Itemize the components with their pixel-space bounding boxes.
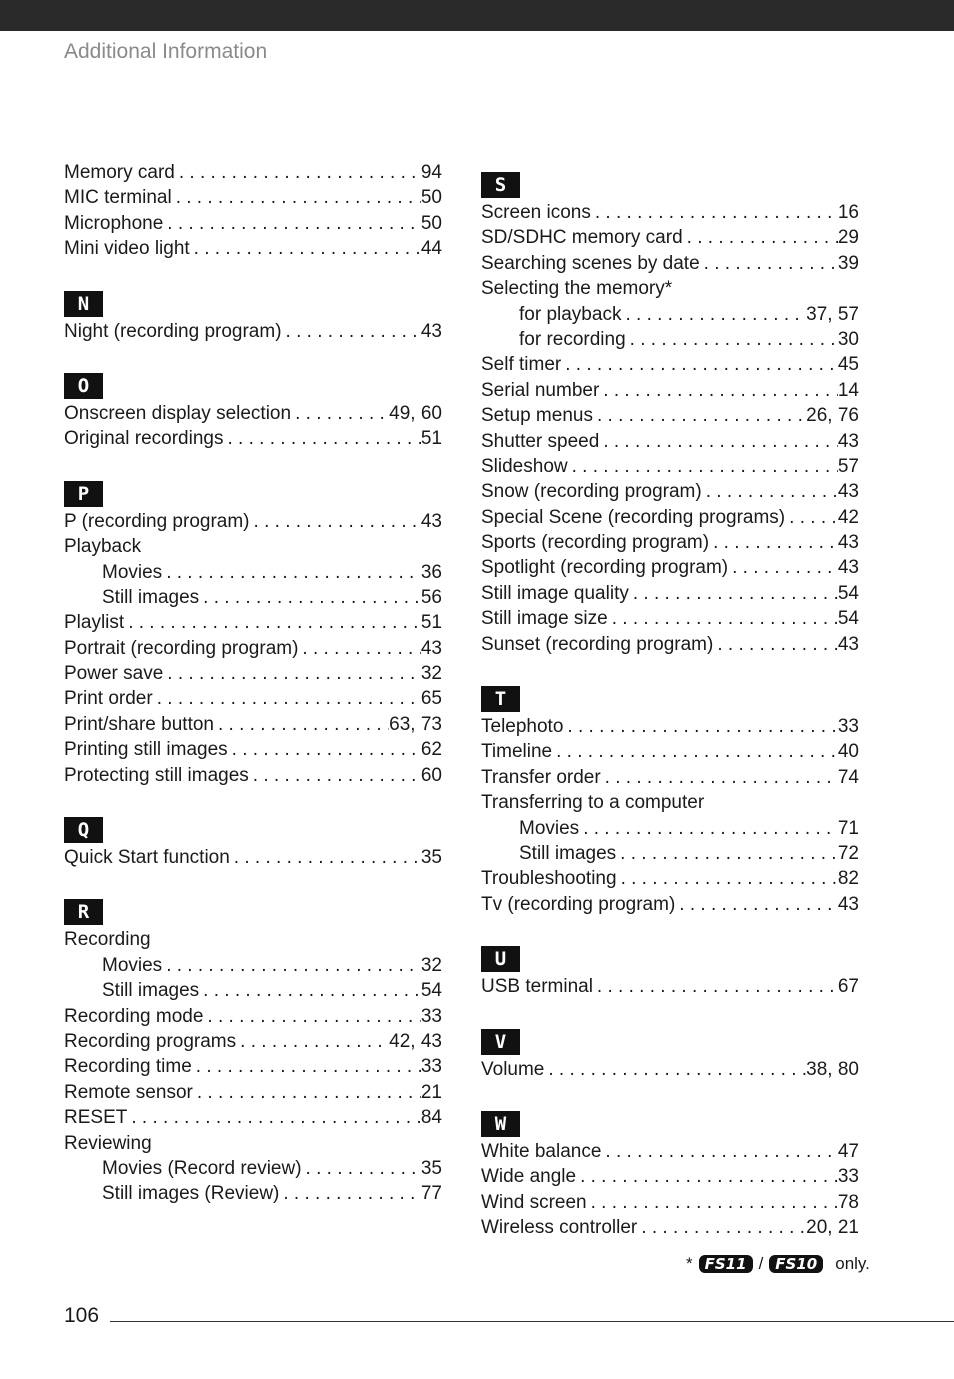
entry-label: Quick Start function: [64, 847, 230, 869]
entry-label: Recording mode: [64, 1005, 204, 1027]
entry-label: Still images: [519, 842, 617, 864]
entry-pages: 14: [837, 379, 859, 401]
entry-label: Serial number: [481, 379, 600, 401]
index-entry: [481, 555, 859, 580]
dot-leader: [203, 1004, 420, 1029]
index-letter-heading: W: [481, 1111, 520, 1137]
index-letter-heading: T: [481, 686, 520, 712]
entry-pages: 78: [837, 1191, 859, 1213]
index-entry: [64, 1054, 442, 1079]
index-subentry: [481, 816, 859, 841]
dot-leader: [279, 1181, 420, 1206]
entry-pages: 82: [837, 868, 859, 890]
dot-leader: [593, 403, 806, 428]
index-entry: [64, 236, 442, 261]
dot-leader: [230, 845, 421, 870]
dot-leader: [249, 763, 421, 788]
dot-leader: [785, 505, 838, 530]
index-entry: [481, 378, 859, 403]
index-column-right: [481, 160, 859, 1241]
dot-leader: [250, 509, 421, 534]
dot-leader: [124, 610, 421, 635]
dot-leader: [683, 225, 838, 250]
entry-label: Microphone: [64, 212, 164, 234]
dot-leader: [637, 1215, 806, 1240]
entry-pages: 33: [420, 1056, 442, 1078]
dot-leader: [190, 236, 421, 261]
entry-label: Onscreen display selection: [64, 402, 292, 424]
dot-leader: [199, 585, 421, 610]
index-subentry: [481, 327, 859, 352]
dot-leader: [621, 302, 806, 327]
entry-label: Transfer order: [481, 766, 601, 788]
index-entry: [64, 211, 442, 236]
dot-leader: [282, 319, 421, 344]
entry-label: RESET: [64, 1107, 128, 1129]
entry-pages: 43: [837, 557, 859, 579]
entry-label: Printing still images: [64, 739, 228, 761]
entry-label: Screen icons: [481, 202, 591, 223]
entry-pages: 33: [420, 1005, 442, 1027]
index-subentry: [481, 841, 859, 866]
dot-leader: [236, 1029, 389, 1054]
entry-pages: 94: [420, 162, 442, 183]
dot-leader: [563, 714, 837, 739]
page-number: 106: [64, 1304, 100, 1327]
index-entry: [64, 1080, 442, 1105]
entry-label: MIC terminal: [64, 187, 172, 209]
index-subentry: [64, 1181, 442, 1206]
index-entry: [481, 200, 859, 225]
entry-label: Sunset (recording program): [481, 633, 714, 655]
entry-label: SD/SDHC memory card: [481, 227, 683, 249]
index-entry: [64, 845, 442, 870]
index-entry: [481, 892, 859, 917]
dot-leader: [172, 185, 421, 210]
entry-label: Memory card: [64, 162, 175, 183]
index-subentry: [64, 978, 442, 1003]
entry-pages: 32: [420, 663, 442, 685]
index-entry: [481, 403, 859, 428]
entry-label: Movies: [102, 561, 163, 583]
entry-label: Mini video light: [64, 238, 190, 260]
index-entry: [64, 686, 442, 711]
entry-label: Still images: [102, 586, 200, 608]
model-badge-fs11: FS11: [699, 1255, 753, 1273]
entry-pages: 38, 80: [806, 1058, 859, 1080]
index-entry: [481, 1164, 859, 1189]
entry-pages: 32: [420, 954, 442, 976]
dot-leader: [162, 953, 421, 978]
entry-label: Remote sensor: [64, 1081, 193, 1103]
index-group-heading: [481, 276, 859, 301]
dot-leader: [593, 974, 838, 999]
entry-pages: 54: [420, 980, 442, 1002]
entry-label: for playback: [519, 303, 622, 325]
dot-leader: [713, 632, 838, 657]
top-bar: [0, 0, 954, 31]
dot-leader: [576, 1164, 838, 1189]
entry-label: Telephoto: [481, 716, 564, 738]
dot-leader: [561, 352, 838, 377]
index-entry: [64, 636, 442, 661]
dot-leader: [192, 1054, 421, 1079]
index-entry: [64, 319, 442, 344]
footnote-separator: /: [758, 1254, 764, 1273]
entry-pages: 56: [420, 586, 442, 608]
dot-leader: [153, 686, 421, 711]
entry-pages: 30: [837, 328, 859, 350]
entry-label: Wide angle: [481, 1166, 577, 1188]
entry-pages: 26, 76: [806, 405, 859, 427]
dot-leader: [298, 636, 420, 661]
index-entry: [481, 505, 859, 530]
entry-pages: 49, 60: [389, 402, 442, 424]
entry-pages: 43: [420, 510, 442, 532]
dot-leader: [601, 765, 838, 790]
dot-leader: [709, 530, 838, 555]
entry-label: Recording: [64, 929, 151, 951]
index-letter-heading: U: [481, 946, 520, 972]
entry-label: for recording: [519, 328, 626, 350]
entry-pages: 43: [837, 481, 859, 503]
entry-label: Still images (Review): [102, 1183, 280, 1205]
index-entry: [481, 225, 859, 250]
entry-pages: 37, 57: [806, 303, 859, 325]
entry-pages: 35: [420, 1157, 442, 1179]
index-letter-heading: S: [481, 172, 520, 198]
index-letter-heading: O: [64, 373, 103, 399]
footnote: [686, 1254, 870, 1274]
dot-leader: [579, 816, 838, 841]
dot-leader: [599, 378, 838, 403]
index-entry: [481, 1190, 859, 1215]
entry-pages: 50: [420, 212, 442, 234]
dot-leader: [552, 739, 838, 764]
dot-leader: [214, 712, 389, 737]
index-entry: [481, 714, 859, 739]
dot-leader: [587, 1190, 838, 1215]
entry-pages: 16: [837, 202, 859, 223]
entry-pages: 35: [420, 847, 442, 869]
index-entry: [481, 1215, 859, 1240]
entry-label: Movies: [102, 954, 163, 976]
index-entry: [64, 661, 442, 686]
entry-label: Movies (Record review): [102, 1157, 302, 1179]
index-group-heading: [481, 790, 859, 815]
index-entry: [64, 737, 442, 762]
index-entry: [481, 974, 859, 999]
entry-pages: 20, 21: [806, 1217, 859, 1239]
entry-label: Spotlight (recording program): [481, 557, 729, 579]
footnote-asterisk: *: [686, 1254, 693, 1273]
index-entry: [64, 509, 442, 534]
entry-pages: 29: [837, 227, 859, 249]
entry-label: USB terminal: [481, 976, 593, 998]
index-subentry: [64, 953, 442, 978]
index-entry: [481, 1139, 859, 1164]
dot-leader: [700, 251, 838, 276]
entry-label: Movies: [519, 817, 580, 839]
index-letter-heading: N: [64, 291, 103, 317]
index-entry: [64, 160, 442, 185]
dot-leader: [544, 1057, 806, 1082]
entry-label: Print/share button: [64, 713, 214, 735]
entry-pages: 72: [837, 842, 859, 864]
entry-label: Timeline: [481, 741, 553, 763]
model-badge-fs10: FS10: [769, 1255, 823, 1273]
entry-pages: 33: [837, 716, 859, 738]
entry-pages: 21: [420, 1081, 442, 1103]
dot-leader: [162, 560, 421, 585]
entry-pages: 65: [420, 688, 442, 710]
entry-pages: 33: [837, 1166, 859, 1188]
entry-pages: 57: [837, 455, 859, 477]
entry-label: Still image size: [481, 608, 608, 630]
dot-leader: [568, 454, 838, 479]
entry-pages: 43: [420, 637, 442, 659]
entry-pages: 51: [420, 612, 442, 634]
entry-label: Wireless controller: [481, 1217, 638, 1239]
entry-label: Self timer: [481, 354, 562, 376]
index-group-heading: [64, 927, 442, 952]
entry-pages: 60: [420, 764, 442, 786]
index-subentry: [64, 1156, 442, 1181]
dot-leader: [291, 401, 389, 426]
index-entry: [481, 866, 859, 891]
index-entry: [64, 712, 442, 737]
footer-rule: [110, 1321, 954, 1322]
index-entry: [64, 763, 442, 788]
entry-pages: 42: [837, 506, 859, 528]
index-letter-heading: R: [64, 899, 103, 925]
entry-pages: 43: [837, 893, 859, 915]
dot-leader: [127, 1105, 421, 1130]
index-entry: [481, 251, 859, 276]
dot-leader: [163, 211, 421, 236]
entry-label: Recording programs: [64, 1030, 237, 1052]
index-entry: [481, 352, 859, 377]
index-entry: [481, 765, 859, 790]
entry-label: Reviewing: [64, 1132, 152, 1154]
index-entry: [64, 1004, 442, 1029]
entry-label: Shutter speed: [481, 430, 600, 452]
entry-pages: 43: [837, 430, 859, 452]
dot-leader: [629, 581, 838, 606]
entry-label: Print order: [64, 688, 153, 710]
index-entry: [64, 185, 442, 210]
index-entry: [481, 739, 859, 764]
dot-leader: [728, 555, 838, 580]
dot-leader: [702, 479, 838, 504]
entry-pages: 42, 43: [389, 1030, 442, 1052]
section-title: Additional Information: [64, 40, 268, 63]
index-column-left: [64, 160, 442, 1207]
entry-label: Protecting still images: [64, 764, 249, 786]
entry-label: Power save: [64, 663, 164, 685]
entry-label: Transferring to a computer: [481, 792, 705, 814]
entry-label: White balance: [481, 1140, 602, 1162]
entry-pages: 43: [837, 633, 859, 655]
entry-label: Tv (recording program): [481, 893, 676, 915]
entry-label: Playlist: [64, 612, 125, 634]
entry-label: Snow (recording program): [481, 481, 702, 503]
entry-pages: 54: [837, 608, 859, 630]
entry-label: Troubleshooting: [481, 868, 617, 890]
entry-pages: 43: [420, 320, 442, 342]
entry-label: Special Scene (recording programs): [481, 506, 786, 528]
index-entry: [481, 1057, 859, 1082]
index-entry: [64, 610, 442, 635]
entry-pages: 44: [420, 238, 442, 260]
index-letter-heading: V: [481, 1029, 520, 1055]
index-entry: [481, 530, 859, 555]
entry-pages: 54: [837, 582, 859, 604]
dot-leader: [199, 978, 421, 1003]
entry-label: Portrait (recording program): [64, 637, 299, 659]
dot-leader: [228, 737, 421, 762]
dot-leader: [626, 327, 838, 352]
entry-pages: 71: [837, 817, 859, 839]
index-entry: [64, 401, 442, 426]
index-letter-heading: P: [64, 481, 103, 507]
dot-leader: [599, 429, 838, 454]
entry-pages: 36: [420, 561, 442, 583]
index-entry: [64, 1105, 442, 1130]
index-subentry: [481, 302, 859, 327]
entry-pages: 77: [420, 1183, 442, 1205]
entry-label: Slideshow: [481, 455, 568, 477]
entry-pages: 47: [837, 1140, 859, 1162]
entry-pages: 50: [420, 187, 442, 209]
entry-pages: 40: [837, 741, 859, 763]
dot-leader: [193, 1080, 421, 1105]
index-entry: [481, 632, 859, 657]
entry-label: Wind screen: [481, 1191, 587, 1213]
entry-pages: 74: [837, 766, 859, 788]
index-entry: [64, 426, 442, 451]
index-subentry: [64, 585, 442, 610]
dot-leader: [616, 841, 838, 866]
index-entry: [481, 581, 859, 606]
entry-label: Night (recording program): [64, 320, 282, 342]
dot-leader: [591, 200, 838, 225]
dot-leader: [601, 1139, 837, 1164]
entry-label: Searching scenes by date: [481, 252, 700, 274]
entry-label: Selecting the memory*: [481, 278, 673, 300]
index-entry: [64, 1029, 442, 1054]
entry-pages: 39: [837, 252, 859, 274]
entry-label: Setup menus: [481, 405, 593, 427]
footnote-suffix: only.: [835, 1254, 870, 1273]
index-group-heading: [64, 1131, 442, 1156]
index-entry: [481, 429, 859, 454]
entry-label: Playback: [64, 536, 142, 558]
index-entry: [481, 479, 859, 504]
entry-pages: 63, 73: [389, 713, 442, 735]
index-letter-heading: Q: [64, 817, 103, 843]
entry-pages: 45: [837, 354, 859, 376]
dot-leader: [223, 426, 420, 451]
entry-label: Recording time: [64, 1056, 192, 1078]
entry-pages: 43: [837, 532, 859, 554]
entry-label: Original recordings: [64, 428, 224, 450]
index-entry: [481, 454, 859, 479]
dot-leader: [608, 606, 838, 631]
entry-label: Still image quality: [481, 582, 629, 604]
dot-leader: [302, 1156, 421, 1181]
dot-leader: [175, 160, 421, 185]
index-group-heading: [64, 534, 442, 559]
dot-leader: [617, 866, 838, 891]
entry-pages: 67: [837, 976, 859, 998]
entry-pages: 62: [420, 739, 442, 761]
dot-leader: [675, 892, 838, 917]
entry-label: P (recording program): [64, 510, 250, 532]
index-subentry: [64, 560, 442, 585]
index-entry: [481, 606, 859, 631]
entry-label: Volume: [481, 1058, 545, 1080]
entry-label: Still images: [102, 980, 200, 1002]
entry-pages: 51: [420, 428, 442, 450]
dot-leader: [163, 661, 421, 686]
entry-pages: 84: [420, 1107, 442, 1129]
entry-label: Sports (recording program): [481, 532, 710, 554]
